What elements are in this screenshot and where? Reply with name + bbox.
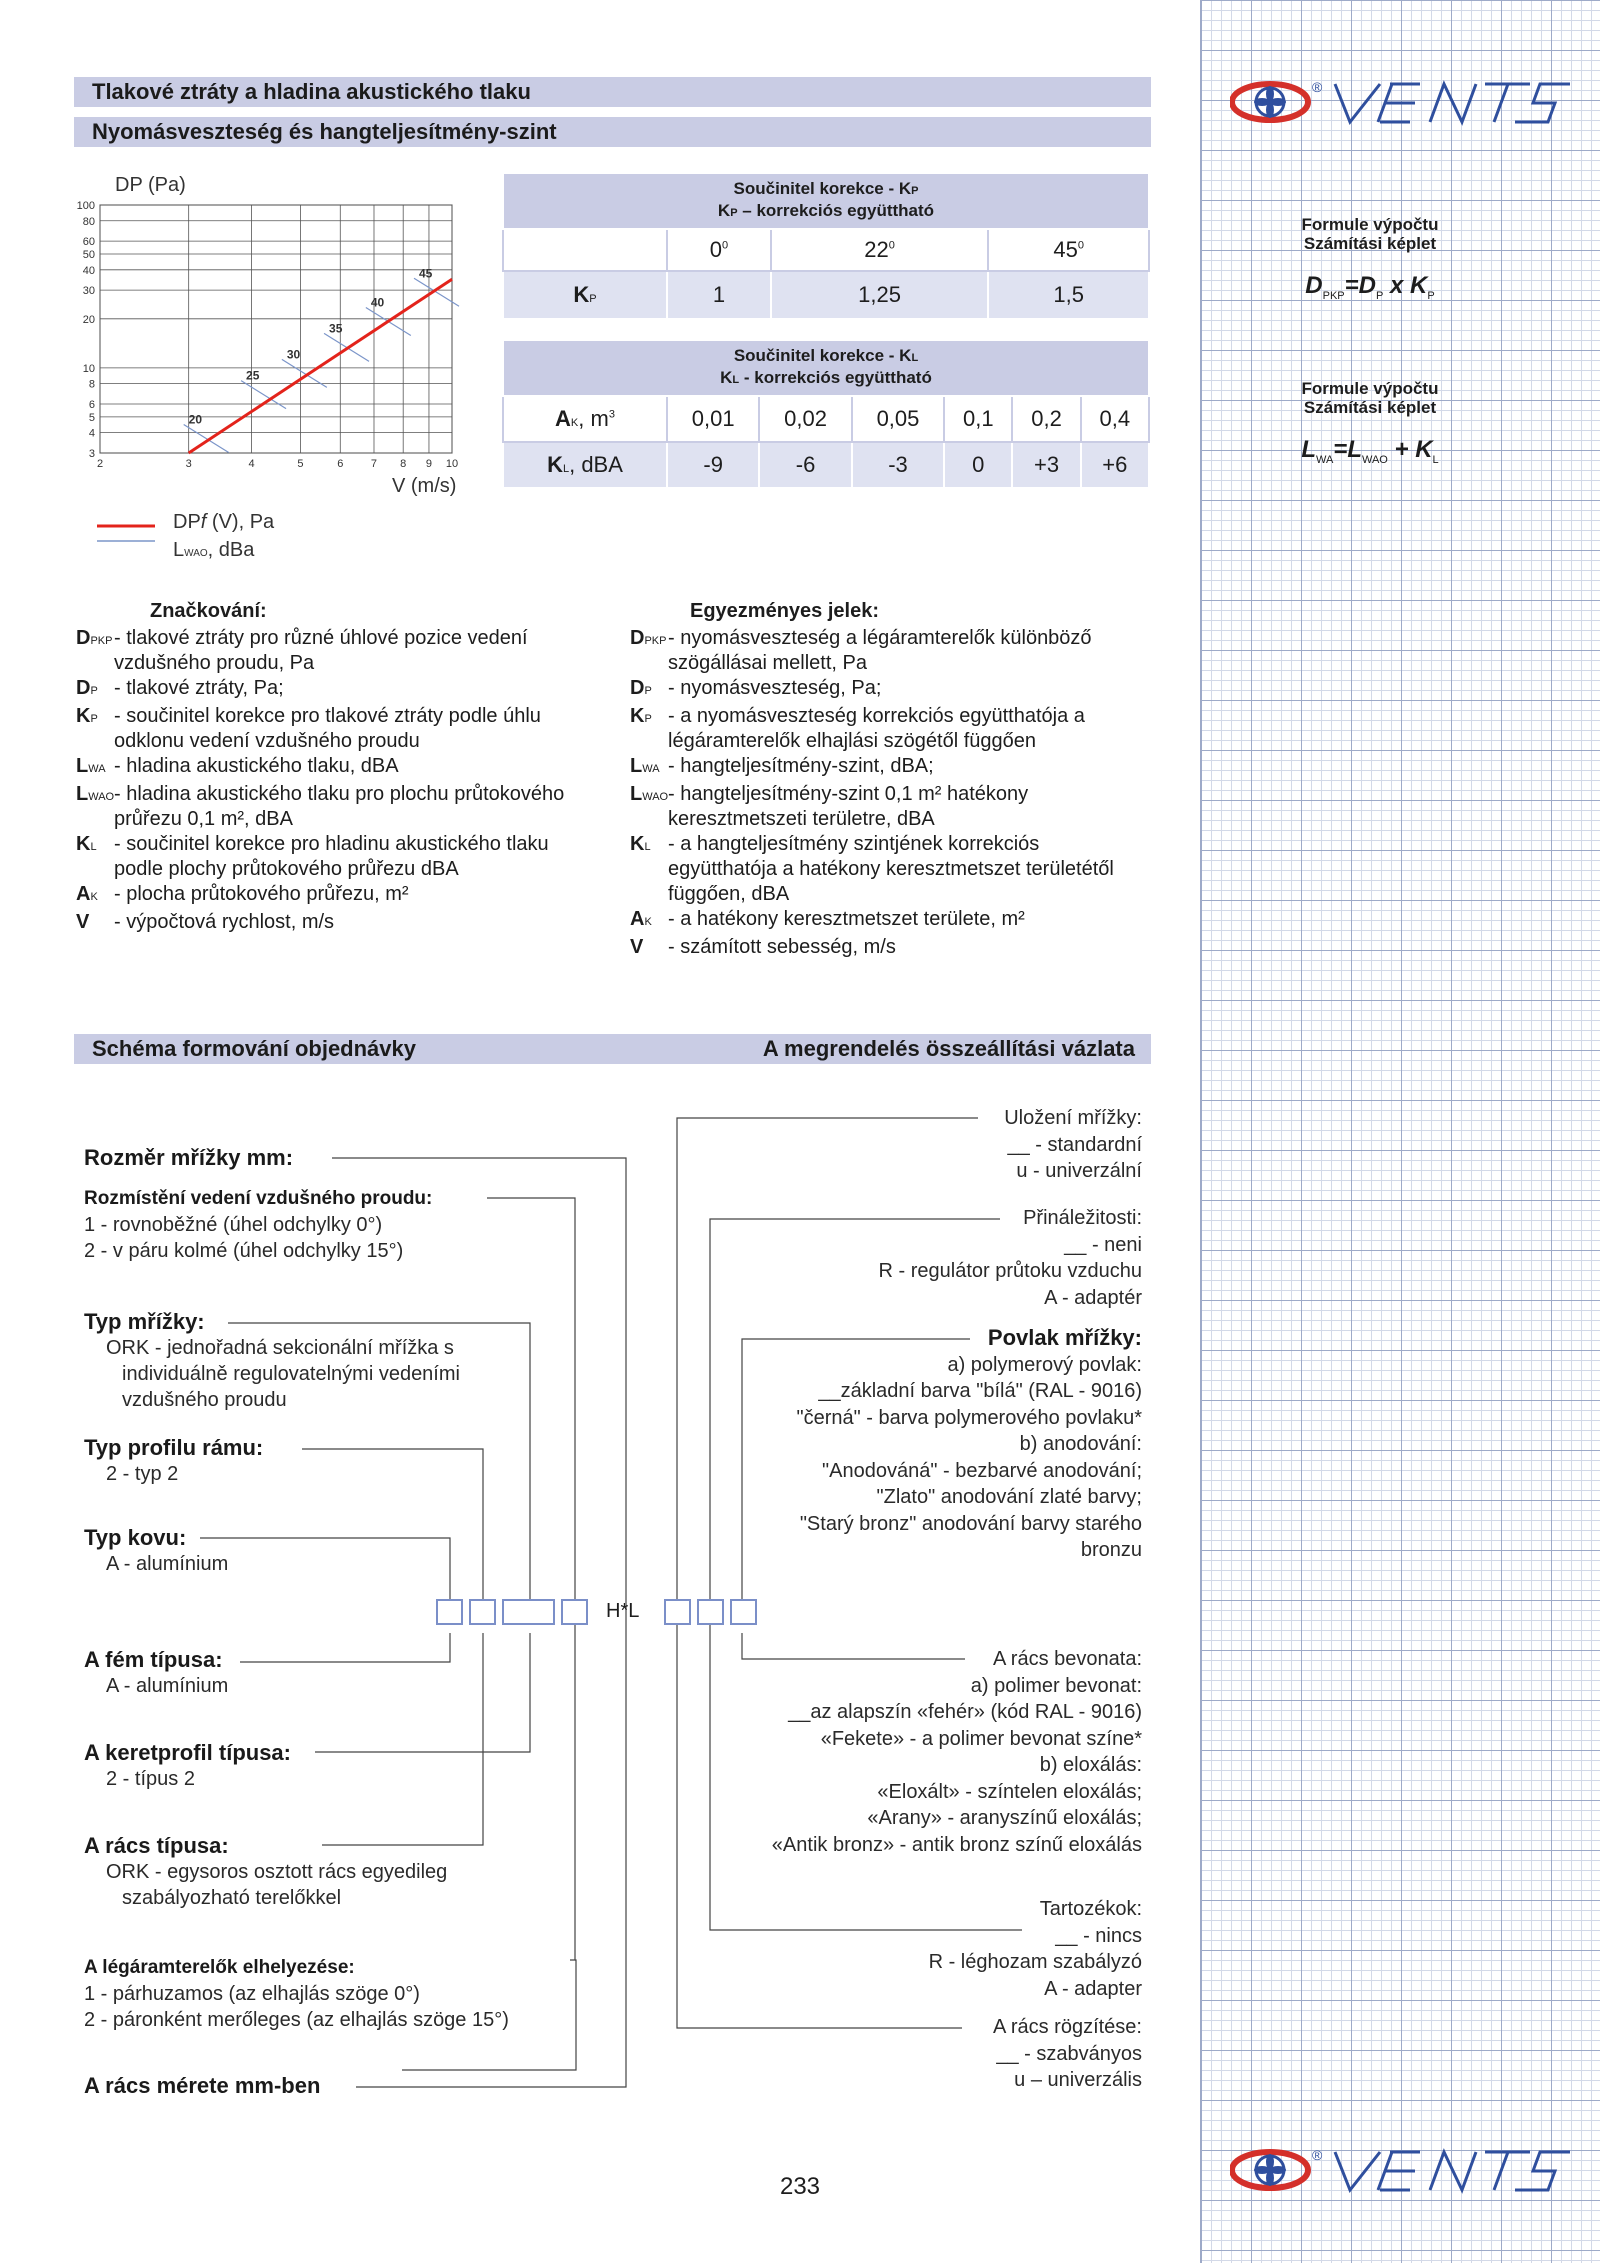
y-tick-label: 30 (82, 285, 95, 298)
kp-angle-45: $45^0$ (988, 229, 1149, 271)
order-left-5: A fém típusa: A - alumínium (84, 1647, 229, 1697)
kp-table-title: Součinitel korekce - KP KP – korrekciós együttható (503, 173, 1149, 229)
page-number: 233 (779, 2173, 821, 2200)
kp-angle-22: $22^0$ (771, 229, 988, 271)
legend-item (76, 704, 596, 754)
y-tick-label: 20 (82, 313, 95, 326)
legend-symbol: LWAO (630, 783, 669, 805)
legend-symbol: V (630, 936, 644, 958)
legend-symbol: LWA (630, 755, 660, 777)
legend-symbol: DP (76, 677, 98, 699)
legend-text: - součinitel korekce pro tlakové ztráty podle úhlu odklonu vedení vzdušného proudu (114, 705, 541, 752)
legend-text: - plocha průtokového průřezu, m² (114, 883, 409, 905)
order-left-6: A keretprofil típusa: 2 - típus 2 (84, 1740, 291, 1790)
order-left-3: Typ profilu rámu: 2 - typ 2 (84, 1435, 264, 1485)
x-tick-label: 7 (370, 458, 378, 470)
order-left-2: Typ mřížky: ORK - jednořadná sekcionální mřížka s individuálně regulovatelnými vedeními vzdušného proudu (84, 1309, 460, 1411)
legend-text: - a hatékony keresztmetszet területe, m² (668, 908, 1025, 930)
kl-ak-value: 0,2 (1012, 396, 1080, 442)
code-box-rozmisteni[interactable] (561, 1599, 588, 1625)
order-left-0: Rozměr mřížky mm: (84, 1145, 294, 1170)
order-right-column (640, 0, 1142, 2263)
x-tick-label: 10 (445, 458, 459, 470)
formula-1-heading: Formule výpočtu Számítási képlet (1301, 215, 1439, 253)
legend-text: - a nyomásveszteség korrekciós együtthatója a légáramterelők elhajlási szögétől függően (668, 705, 1085, 752)
order-right-5: A rács rögzítése: __ - szabványos u – univerzális (993, 2016, 1142, 2091)
vents-logo-bottom (1230, 2140, 1570, 2200)
legend-symbol: KL (630, 833, 651, 855)
code-box-typ[interactable] (502, 1599, 555, 1625)
legend-item (76, 910, 596, 935)
svg-text:®: ® (1312, 2147, 1323, 2163)
section-title-hu: Nyomásveszteség és hangteljesítmény-szint (74, 117, 1151, 147)
legend-text: - a hangteljesítmény szintjének korrekciós együtthatója a hatékony keresztmetszet területétől függően, dBA (668, 833, 1114, 905)
order-title-cz: Schéma formování objednávky (92, 1036, 416, 1061)
order-left-7: A rács típusa: ORK - egysoros osztott rács egyedileg szabályozható terelőkkel (84, 1833, 448, 1909)
chart-y-label: DP (Pa) (115, 174, 186, 196)
code-box-kov[interactable] (436, 1599, 463, 1625)
y-tick-label: 5 (88, 411, 95, 424)
legend-cz-list (76, 626, 596, 935)
noise-curve (184, 425, 229, 453)
order-title-hu: A megrendelés összeállítási vázlata (762, 1036, 1135, 1061)
y-tick-label: 10 (82, 362, 95, 375)
vents-logo-top (1230, 72, 1570, 132)
kp-row-label: KP (503, 271, 667, 319)
legend-symbol: DP (630, 677, 652, 699)
legend-item (76, 882, 596, 910)
code-size-label: H*L (606, 1600, 640, 1622)
legend-text: - tlakové ztráty, Pa; (114, 677, 284, 699)
kl-ak-value: 0,01 (667, 396, 759, 442)
kl-ak-value: 0,4 (1081, 396, 1149, 442)
kl-value: +6 (1081, 442, 1149, 488)
code-box-profil[interactable] (469, 1599, 496, 1625)
noise-curve (282, 359, 327, 387)
x-tick-label: 6 (337, 458, 344, 470)
legend-item (76, 782, 596, 832)
legend-text: - výpočtová rychlost, m/s (114, 911, 335, 933)
noise-label: 20 (188, 412, 203, 427)
pressure-chart (30, 165, 470, 565)
noise-label: 45 (419, 266, 433, 281)
legend-symbol: KP (630, 705, 652, 727)
legend-text: - hladina akustického tlaku pro plochu průtokového průřezu 0,1 m², dBA (114, 783, 565, 830)
x-tick-label: 8 (400, 458, 407, 470)
legend-item (76, 676, 596, 704)
y-tick-label: 100 (76, 200, 95, 212)
kl-ak-value: 0,02 (759, 396, 851, 442)
y-tick-label: 6 (88, 398, 95, 411)
chart-x-label: V (m/s) (392, 475, 457, 497)
series-line (189, 279, 452, 453)
legend-symbol: KP (76, 705, 98, 727)
legend-symbol: AK (630, 908, 652, 930)
kl-ak-label: AK, $m^3$ (503, 396, 667, 442)
legend-item (76, 832, 596, 882)
x-tick-label: 9 (425, 458, 433, 470)
x-tick-label: 2 (96, 458, 104, 470)
order-right-2: Povlak mřížky: a) polymerový povlak: __základní barva "bílá" (RAL - 9016) "černá" - barva polymerového povlaku* b) anodování: "Anodováná" - bezbarvé anodování; "Zlato" anodování zlaté barvy; "Starý bronz" anodování barvy starého bronzu (796, 1325, 1142, 1561)
y-tick-label: 60 (82, 236, 95, 249)
legend-symbol: KL (76, 833, 97, 855)
legend-item (76, 754, 596, 782)
x-tick-label: 5 (297, 458, 304, 470)
kl-value: -6 (759, 442, 851, 488)
legend-text: - számított sebesség, m/s (668, 936, 896, 958)
noise-label: 40 (370, 295, 385, 310)
section-title-cz: Tlakové ztráty a hladina akustického tlaku (74, 77, 1151, 107)
kp-value: 1 (667, 271, 771, 319)
y-tick-label: 3 (88, 448, 95, 460)
legend-text: - součinitel korekce pro hladinu akustického tlaku podle plochy průtokového průřezu dBA (114, 833, 549, 880)
kp-value: 1,25 (771, 271, 988, 319)
kp-value: 1,5 (988, 271, 1149, 319)
kl-value: +3 (1012, 442, 1080, 488)
order-left-8: A légáramterelők elhelyezése: 1 - párhuzamos (az elhajlás szöge 0°) 2 - páronként merőleges (az elhajlás szöge 15°) (84, 1957, 509, 2031)
y-tick-label: 8 (88, 378, 95, 391)
noise-label: 35 (329, 321, 343, 336)
legend-dp-label: DPf (V), Pa (173, 511, 275, 533)
kl-value: -9 (667, 442, 759, 488)
formula-dpkp: $D_{PKP}=D_P$ x $K_P$ (1305, 272, 1435, 302)
y-tick-label: 50 (82, 249, 95, 262)
x-tick-label: 3 (185, 458, 192, 470)
legend-text: - hangteljesítmény-szint, dBA; (668, 755, 934, 777)
order-left-1: Rozmístění vedení vzdušného proudu: 1 - rovnoběžné (úhel odchylky 0°) 2 - v páru kolmé (úhel odchylky 15°) (84, 1188, 433, 1262)
kl-row-label: KL, dBA (503, 442, 667, 488)
y-tick-label: 4 (88, 427, 95, 440)
noise-label: 30 (286, 347, 301, 362)
svg-text:®: ® (1312, 79, 1323, 95)
legend-symbol: V (76, 911, 90, 933)
noise-label: 25 (246, 368, 260, 383)
legend-symbol: DPKP (76, 627, 113, 649)
legend-symbol: LWAO (76, 783, 115, 805)
y-tick-label: 40 (82, 264, 95, 277)
legend-cz-title: Značkování: (150, 600, 267, 622)
x-tick-label: 4 (248, 458, 255, 470)
order-left-4: Typ kovu: A - alumínium (84, 1525, 229, 1575)
kl-table-title: Součinitel korekce - KL KL - korrekciós együttható (503, 340, 1149, 396)
order-right-1: Přináležitosti: __ - neni R - regulátor průtoku vzduchu A - adaptér (878, 1207, 1142, 1309)
order-left-9: A rács mérete mm-ben (84, 2073, 321, 2098)
legend-text: - hladina akustického tlaku, dBA (114, 755, 399, 777)
legend-hu-title: Egyezményes jelek: (690, 600, 879, 622)
order-right-4: Tartozékok: __ - nincs R - léghozam szabályzó A - adapter (928, 1898, 1142, 2000)
kp-angle-0: $0^0$ (667, 229, 771, 271)
order-right-3: A rács bevonata: a) polimer bevonat: __az alapszín «fehér» (kód RAL - 9016) «Fekete» - a polimer bevonat színe* b) eloxálás: «Eloxált» - színtelen eloxálás; «Arany» - aranyszínű eloxálás; «Antik bronz» - antik bronz színű eloxálás (771, 1648, 1142, 1856)
formula-2-heading: Formule výpočtu Számítási képlet (1301, 379, 1439, 417)
legend-text: - tlakové ztráty pro různé úhlové pozice vedení vzdušného proudu, Pa (114, 627, 528, 674)
formula-lwa: $L_{WA}=L_{WAO} + K_L$ (1301, 436, 1439, 466)
legend-item (76, 626, 596, 676)
y-tick-label: 80 (82, 215, 95, 228)
order-right-0: Uložení mřížky: __ - standardní u - univerzální (1004, 1107, 1142, 1182)
legend-symbol: DPKP (630, 627, 667, 649)
kl-value: -3 (852, 442, 944, 488)
kl-ak-value: 0,05 (852, 396, 944, 442)
chart-frame (100, 205, 452, 453)
legend-text: - nyomásveszteség a légáramterelők különböző szögállásai mellett, Pa (668, 627, 1092, 674)
legend-text: - nyomásveszteség, Pa; (668, 677, 882, 699)
legend-symbol: LWA (76, 755, 106, 777)
legend-lwao-label: LWAO, dBa (173, 539, 255, 561)
kl-value: 0 (944, 442, 1012, 488)
kl-ak-value: 0,1 (944, 396, 1012, 442)
legend-text: - hangteljesítmény-szint 0,1 m² hatékony keresztmetszeti területre, dBA (668, 783, 1029, 830)
grid-sidebar (1200, 0, 1600, 2263)
legend-symbol: AK (76, 883, 98, 905)
